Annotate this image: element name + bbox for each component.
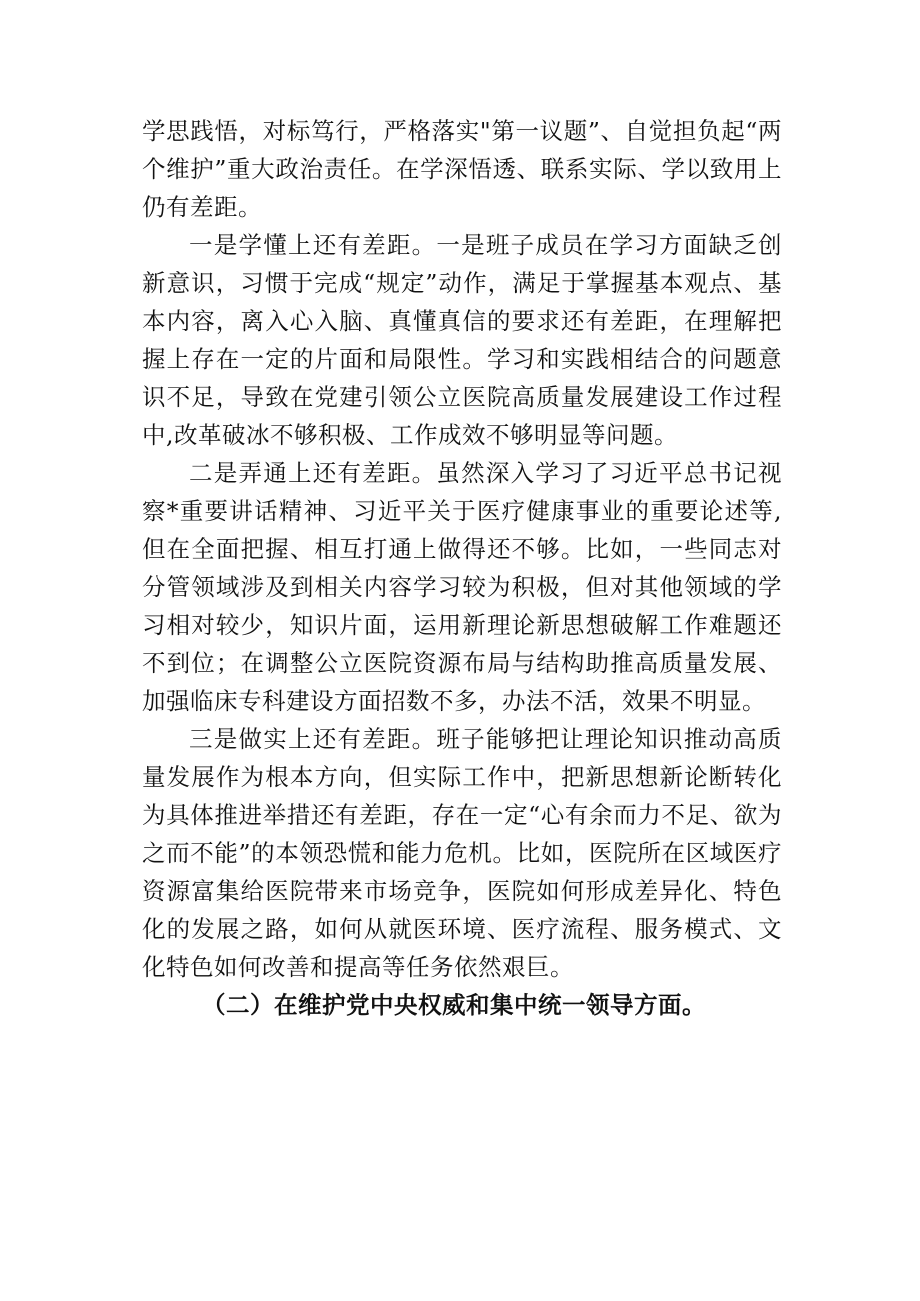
- paragraph-practice-gap: 三是做实上还有差距。班子能够把让理论知识推动高质量发展作为根本方向，但实际工作中，把新思想新论断转化为具体推进举措还有差距，存在一定“心有余而力不足、欲为之而不能”的本领恐慌和能力危机。比如，医院所在区域医疗资源富集给医院带来市场竞争，医院如何形成差异化、特色化的发展之路，如何从就医环境、医疗流程、服务模式、文化特色如何改善和提高等任务依然艰巨。: [142, 725, 782, 981]
- document-page: [142, 112, 782, 1024]
- paragraph-continuation: 学思践悟，对标笃行，严格落实"第一议题”、自觉担负起“两个维护”重大政治责任。在学深悟透、联系实际、学以致用上仍有差距。: [142, 117, 782, 221]
- paragraph-study-gap: 一是学懂上还有差距。一是班子成员在学习方面缺乏创新意识，习惯于完成“规定”动作，满足于掌握基本观点、基本内容，离入心入脑、真懂真信的要求还有差距，在理解把握上存在一定的片面和局限性。学习和实践相结合的问题意识不足，导致在党建引领公立医院高质量发展建设工作过程中,改革破冰不够积极、工作成效不够明显等问题。: [142, 231, 782, 449]
- paragraph-understanding-gap: 二是弄通上还有差距。虽然深入学习了习近平总书记视察*重要讲话精神、习近平关于医疗健康事业的重要论述等,但在全面把握、相互打通上做得还不够。比如，一些同志对分管领域涉及到相关内容学习较为积极，但对其他领域的学习相对较少，知识片面，运用新理论新思想破解工作难题还不到位；在调整公立医院资源布局与结构助推高质量发展、加强临床专科建设方面招数不多，办法不活，效果不明显。: [142, 459, 782, 715]
- section-heading: （二）在维护党中央权威和集中统一领导方面。: [202, 991, 706, 1019]
